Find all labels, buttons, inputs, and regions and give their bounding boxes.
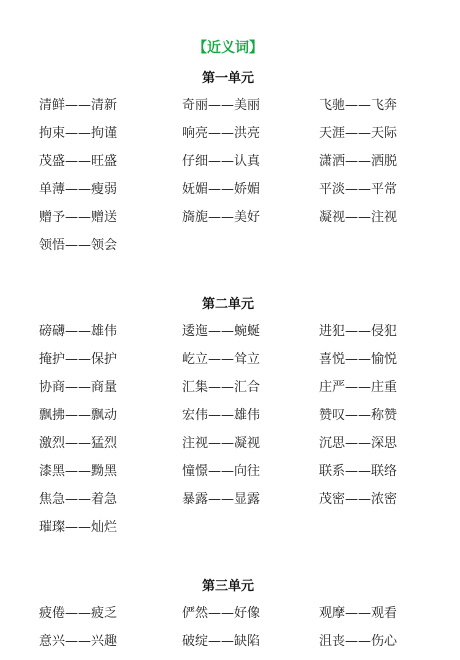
synonym-pair: 疲倦——疲乏 (39, 606, 118, 621)
synonym-pair: 憧憬——向往 (182, 464, 261, 479)
synonym-pair: 焦急——着急 (39, 492, 118, 507)
synonym-grid (0, 96, 460, 264)
synonym-row (0, 236, 460, 264)
synonym-row (0, 208, 460, 236)
synonym-pair: 暴露——显露 (182, 492, 261, 507)
synonym-pair: 仔细——认真 (182, 154, 261, 169)
synonym-row (0, 632, 460, 660)
synonym-pair: 奇丽——美丽 (182, 98, 261, 113)
synonym-pair: 进犯——侵犯 (319, 324, 398, 339)
synonym-pair: 掩护——保护 (39, 352, 118, 367)
synonym-row (0, 322, 460, 350)
synonym-pair: 喜悦——愉悦 (319, 352, 398, 367)
synonym-row (0, 124, 460, 152)
synonym-pair: 汇集——汇合 (182, 380, 261, 395)
synonym-row (0, 180, 460, 208)
document-title: 【近义词】 (193, 40, 263, 56)
synonym-pair: 凝视——注视 (319, 210, 398, 225)
synonym-pair: 俨然——好像 (182, 606, 261, 621)
synonym-row (0, 462, 460, 490)
synonym-pair: 茂密——浓密 (319, 492, 398, 507)
unit-title: 第二单元 (201, 297, 254, 312)
synonym-pair: 屹立——耸立 (182, 352, 261, 367)
synonym-row (0, 434, 460, 462)
synonym-pair: 沉思——深思 (319, 436, 398, 451)
synonym-pair: 赠予——赠送 (39, 210, 118, 225)
synonym-grid (0, 604, 460, 660)
synonym-pair: 拘束——拘谨 (39, 126, 118, 141)
synonym-pair: 庄严——庄重 (319, 380, 398, 395)
synonym-pair: 沮丧——伤心 (319, 634, 398, 649)
synonym-pair: 激烈——猛烈 (39, 436, 118, 451)
unit-title: 第一单元 (201, 71, 254, 86)
synonym-row (0, 406, 460, 434)
synonym-pair: 漆黑——黝黑 (39, 464, 118, 479)
synonym-pair: 潇洒——洒脱 (319, 154, 398, 169)
synonym-row (0, 378, 460, 406)
synonym-pair: 妩媚——娇媚 (182, 182, 261, 197)
synonym-pair: 联系——联络 (319, 464, 398, 479)
synonym-pair: 璀璨——灿烂 (39, 520, 118, 535)
synonym-pair: 天涯——天际 (319, 126, 398, 141)
synonym-pair: 破绽——缺陷 (182, 634, 261, 649)
synonym-pair: 逶迤——蜿蜒 (182, 324, 261, 339)
synonym-row (0, 604, 460, 632)
synonym-pair: 飘拂——飘动 (39, 408, 118, 423)
synonym-pair: 单薄——瘦弱 (39, 182, 118, 197)
synonym-pair: 注视——凝视 (182, 436, 261, 451)
synonym-pair: 赞叹——称赞 (319, 408, 398, 423)
synonym-pair: 观摩——观看 (319, 606, 398, 621)
synonym-row (0, 490, 460, 518)
synonym-pair: 飞驰——飞奔 (319, 98, 398, 113)
synonym-grid (0, 322, 460, 546)
synonym-pair: 磅礴——雄伟 (39, 324, 118, 339)
synonym-pair: 平淡——平常 (319, 182, 398, 197)
synonym-pair: 意兴——兴趣 (39, 634, 118, 649)
synonym-pair: 响亮——洪亮 (182, 126, 261, 141)
synonym-row (0, 350, 460, 378)
synonym-pair: 茂盛——旺盛 (39, 154, 118, 169)
synonym-pair: 协商——商量 (39, 380, 118, 395)
synonym-row (0, 152, 460, 180)
synonym-pair: 清鲜——清新 (39, 98, 118, 113)
synonym-pair: 领悟——领会 (39, 238, 118, 253)
synonym-row (0, 96, 460, 124)
unit-title: 第三单元 (201, 579, 254, 594)
synonym-pair: 旖旎——美好 (182, 210, 261, 225)
synonym-pair: 宏伟——雄伟 (182, 408, 261, 423)
synonym-row (0, 518, 460, 546)
